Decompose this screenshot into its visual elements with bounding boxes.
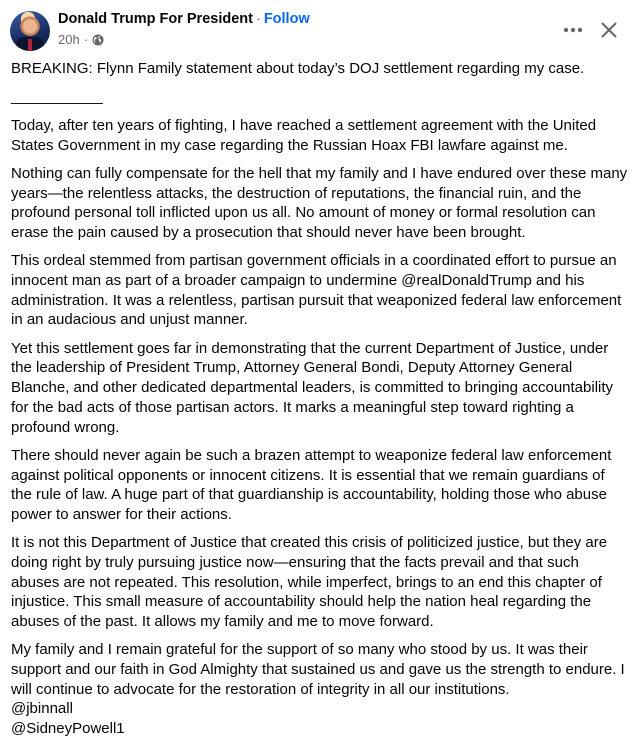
paragraph: My family and I remain grateful for the support of so many who stood by us. It was their support and our faith in God Almighty that sustained us and gave us the strength to endure. I will continue to advocate for the restoration of integrity in all our institutions.	[11, 641, 625, 698]
mention-link[interactable]: @SidneyPowell1	[11, 720, 125, 738]
paragraph: There should never again be such a brazen attempt to weaponize federal law enforcement against political opponents or innocent citizens. It is essential that we remain guardians of the rule of law. A huge part of that guardianship is accountability, holding those who abuse power to answer for their actions.	[11, 446, 612, 523]
close-button[interactable]	[596, 17, 622, 43]
author-name[interactable]: Donald Trump For President	[58, 11, 253, 27]
text-divider: ___________	[11, 88, 103, 106]
more-options-button[interactable]	[560, 17, 586, 43]
paragraph: Nothing can fully compensate for the hell that my family and I have endured over these many years—the relentless attacks, the destruction of reputations, the financial ruin, and the profound personal toll inflicted upon us all. No amount of money or formal resolution can erase the pain caused by a prosecution that should never have been brought.	[11, 164, 628, 241]
closing-block	[11, 640, 629, 739]
paragraph: This ordeal stemmed from partisan government officials in a coordinated effort to pursue an innocent man as part of a broader campaign to undermine @realDonaldTrump and his administration. It was a relentless, partisan pursuit that weaponized federal law enforcement in an audacious and unjust manner.	[11, 252, 622, 329]
paragraph: Yet this settlement goes far in demonstrating that the current Department of Justice, under the leadership of President Trump, Attorney General Bondi, Deputy Attorney General Blanche, and other dedicated departmental leaders, is committed to bringing accountability for the bad acts of those partisan actors. It marks a meaningful step toward righting a profound wrong.	[11, 339, 614, 436]
author-line	[58, 11, 310, 27]
paragraph: It is not this Department of Justice that created this crisis of politicized justice, but they are doing right by truly pursuing justice now—ensuring that the facts prevail and that such abuses are not repeated. This resolution, while imperfect, brings to an end this chapter of injustice. This small measure of accountability should help the nation heal regarding the abuses of the past. It allows my family and me to move forward.	[11, 534, 608, 631]
globe-icon	[92, 34, 104, 46]
avatar-tie	[28, 39, 32, 51]
follow-button[interactable]: Follow	[263, 11, 310, 27]
meta-separator: ·	[83, 32, 89, 47]
author-avatar[interactable]	[10, 11, 50, 51]
close-icon	[601, 22, 617, 38]
post-timestamp[interactable]: 20h	[58, 32, 80, 47]
post-meta	[58, 32, 104, 47]
mention-link[interactable]: @jbinnall	[11, 700, 73, 718]
name-separator: ·	[255, 11, 261, 27]
post-headline: BREAKING: Flynn Family statement about today’s DOJ settlement regarding my case.	[11, 60, 585, 77]
more-options-icon	[563, 27, 583, 33]
paragraph: Today, after ten years of fighting, I have reached a settlement agreement with the United States Government in my case regarding the Russian Hoax FBI lawfare against me.	[11, 116, 597, 154]
post-header	[0, 0, 635, 56]
post-body	[11, 59, 629, 739]
